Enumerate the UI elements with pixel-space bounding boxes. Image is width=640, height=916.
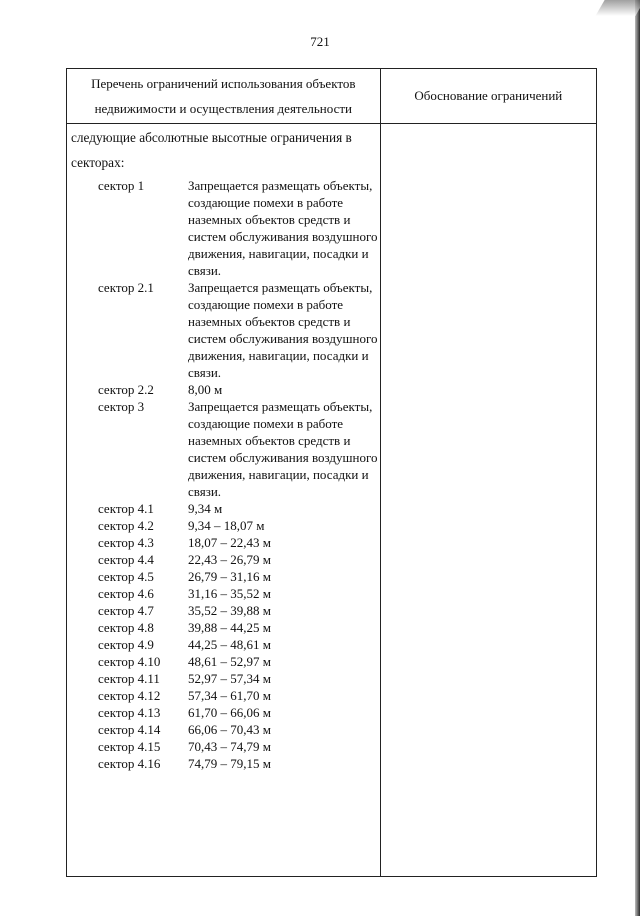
sector-row <box>98 636 376 653</box>
sector-row <box>98 517 376 534</box>
sector-restriction: 74,79 – 79,15 м <box>188 756 271 771</box>
sector-row <box>98 619 376 636</box>
sector-restriction: Запрещается размещать объекты, создающие помехи в работе наземных объектов средств и систем обслуживания воздушного движения, навигации, посадки и связи. <box>188 399 378 499</box>
intro-text: следующие абсолютные высотные ограничения в секторах: <box>71 130 352 170</box>
sector-name: сектор 4.13 <box>98 705 161 720</box>
sector-name: сектор 4.10 <box>98 654 161 669</box>
restrictions-cell <box>67 124 381 877</box>
sector-name: сектор 4.11 <box>98 671 160 686</box>
sector-row <box>98 721 376 738</box>
sector-name: сектор 4.8 <box>98 620 154 635</box>
sector-restriction: 9,34 – 18,07 м <box>188 518 265 533</box>
sector-restriction: 22,43 – 26,79 м <box>188 552 271 567</box>
justification-cell <box>380 124 596 877</box>
scan-edge <box>635 0 640 916</box>
sector-name: сектор 4.4 <box>98 552 154 567</box>
sector-row <box>98 381 376 398</box>
sector-name: сектор 4.1 <box>98 501 154 516</box>
sector-row <box>98 653 376 670</box>
sector-name: сектор 4.14 <box>98 722 161 737</box>
sector-list <box>71 177 376 772</box>
sector-name: сектор 4.15 <box>98 739 161 754</box>
sector-row <box>98 687 376 704</box>
sector-row <box>98 755 376 772</box>
sector-restriction: Запрещается размещать объекты, создающие помехи в работе наземных объектов средств и систем обслуживания воздушного движения, навигации, посадки и связи. <box>188 280 378 380</box>
sector-name: сектор 4.12 <box>98 688 161 703</box>
sector-name: сектор 3 <box>98 399 145 414</box>
sector-restriction: 52,97 – 57,34 м <box>188 671 271 686</box>
sector-name: сектор 4.7 <box>98 603 154 618</box>
sector-row <box>98 602 376 619</box>
sector-row <box>98 534 376 551</box>
header-restrictions-list: Перечень ограничений использования объектов недвижимости и осуществления деятельности <box>67 69 381 124</box>
sector-name: сектор 4.9 <box>98 637 154 652</box>
sector-restriction: Запрещается размещать объекты, создающие помехи в работе наземных объектов средств и систем обслуживания воздушного движения, навигации, посадки и связи. <box>188 178 378 278</box>
sector-row <box>98 279 376 381</box>
sector-name: сектор 2.2 <box>98 382 154 397</box>
sector-row <box>98 398 376 500</box>
sector-restriction: 18,07 – 22,43 м <box>188 535 271 550</box>
restrictions-table <box>66 68 597 877</box>
sector-restriction: 66,06 – 70,43 м <box>188 722 271 737</box>
sector-row <box>98 568 376 585</box>
scan-corner-fold <box>595 0 640 16</box>
table-body-row <box>67 124 597 877</box>
header-justification: Обоснование ограничений <box>380 69 596 124</box>
sector-row <box>98 704 376 721</box>
sector-restriction: 48,61 – 52,97 м <box>188 654 271 669</box>
sector-restriction: 39,88 – 44,25 м <box>188 620 271 635</box>
sector-restriction: 35,52 – 39,88 м <box>188 603 271 618</box>
sector-name: сектор 4.2 <box>98 518 154 533</box>
sector-row <box>98 500 376 517</box>
sector-row <box>98 551 376 568</box>
sector-name: сектор 4.16 <box>98 756 161 771</box>
sector-restriction: 9,34 м <box>188 501 223 516</box>
sector-restriction: 57,34 – 61,70 м <box>188 688 271 703</box>
sector-name: сектор 2.1 <box>98 280 154 295</box>
sector-row <box>98 585 376 602</box>
sector-row <box>98 670 376 687</box>
sector-name: сектор 1 <box>98 178 145 193</box>
page-number: 721 <box>310 34 330 49</box>
sector-row <box>98 177 376 279</box>
sector-name: сектор 4.3 <box>98 535 154 550</box>
table-header-row <box>67 69 597 124</box>
sector-row <box>98 738 376 755</box>
sector-name: сектор 4.5 <box>98 569 154 584</box>
sector-restriction: 70,43 – 74,79 м <box>188 739 271 754</box>
sector-name: сектор 4.6 <box>98 586 154 601</box>
sector-restriction: 44,25 – 48,61 м <box>188 637 271 652</box>
sector-restriction: 61,70 – 66,06 м <box>188 705 271 720</box>
sector-restriction: 26,79 – 31,16 м <box>188 569 271 584</box>
sector-restriction: 8,00 м <box>188 382 223 397</box>
sector-restriction: 31,16 – 35,52 м <box>188 586 271 601</box>
